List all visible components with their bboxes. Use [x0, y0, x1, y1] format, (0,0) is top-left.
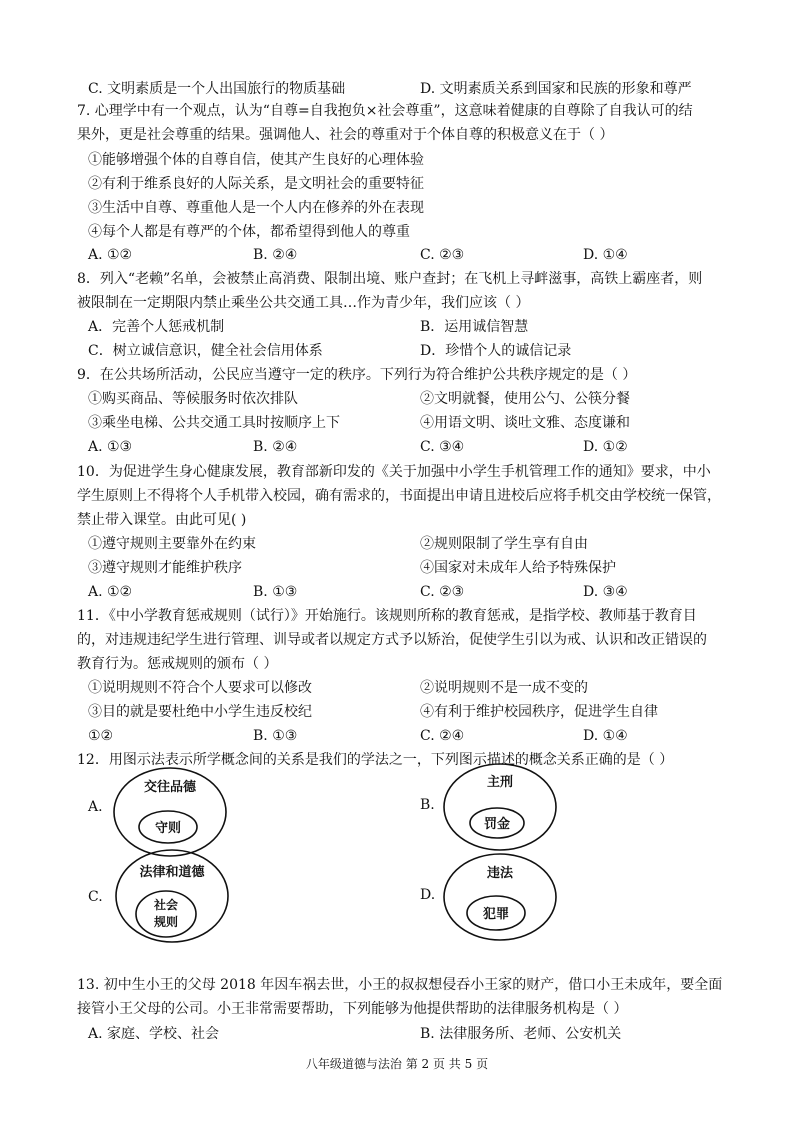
q7-stem-line-1: 7. 心理学中有一个观点，认为“自尊=自我抱负×社会尊重”，这意味着健康的自尊除了自我认可的结	[77, 103, 693, 119]
q7-option-c: C. ②③	[420, 247, 465, 263]
q9-option-d: D. ①②	[583, 439, 628, 455]
q12-b-outer-label: 主刑	[486, 775, 514, 790]
q7-option-a: A. ①②	[88, 247, 133, 263]
q9-statement-4: ④用语文明、谈吐文雅、态度谦和	[420, 415, 630, 431]
q10-stem-line-3: 禁止带入课堂。由此可见( )	[77, 512, 247, 528]
q12-c-outer-label: 法律和道德	[139, 865, 205, 880]
q11-stem-line-1: 11．《中小学教育惩戒规则（试行）》开始施行。该规则所称的教育惩戒，是指学校、教师基于教育目	[77, 608, 697, 624]
q8-option-a: A．完善个人惩戒机制	[88, 319, 225, 335]
q11-option-c: C. ②④	[420, 728, 465, 744]
q11-statement-3: ③目的就是要杜绝中小学生违反校纪	[88, 704, 312, 720]
q12-b-inner-label: 罚金	[483, 817, 511, 832]
q8-option-b: B．运用诚信智慧	[420, 319, 529, 335]
q8-option-d: D．珍惜个人的诚信记录	[420, 343, 572, 359]
page-footer: 八年级道德与法治 第 2 页 共 5 页	[305, 1057, 489, 1071]
q12-diagram-c	[112, 846, 232, 946]
q7-option-d: D. ①④	[583, 247, 628, 263]
q13-stem-line-2: 接管小王父母的公司。小王非常需要帮助，下列能够为他提供帮助的法律服务机构是（ ）	[77, 1001, 628, 1017]
q12-diagram-b	[440, 760, 560, 854]
q10-statement-1: ①遵守规则主要靠外在约束	[88, 536, 256, 552]
q12-a-inner-label: 守则	[154, 821, 182, 836]
q9-option-c: C. ③④	[420, 439, 465, 455]
q9-statement-1: ①购买商品、等候服务时依次排队	[88, 391, 298, 407]
q13-stem-line-1: 13. 初中生小王的父母 2018 年因车祸去世，小王的叔叔想侵吞小王家的财产，借口小王未成年，要全面	[77, 977, 723, 993]
q10-option-a: A. ①②	[88, 584, 133, 600]
q8-option-c: C．树立诚信意识，健全社会信用体系	[88, 343, 323, 359]
q6-option-c: C. 文明素质是一个人出国旅行的物质基础	[88, 81, 346, 97]
q12-diagram-d	[440, 850, 560, 944]
q10-stem-line-2: 学生原则上不得将个人手机带入校园，确有需求的，书面提出申请且进校后应将手机交由学校统一保管，	[77, 488, 721, 504]
q8-stem-line-1: 8．列入“老赖”名单，会被禁止高消费、限制出境、账户查封；在飞机上寻衅滋事，高铁上霸座者，则	[77, 271, 703, 287]
q9-option-a: A. ①③	[88, 439, 133, 455]
q9-statement-2: ②文明就餐，使用公勺、公筷分餐	[420, 391, 630, 407]
q7-statement-4: ④每个人都是有尊严的个体，都希望得到他人的尊重	[88, 224, 410, 240]
q7-stem-line-2: 果外，更是社会尊重的结果。强调他人、社会的尊重对于个体自尊的积极意义在于（ ）	[77, 127, 614, 143]
q10-statement-4: ④国家对未成年人给予特殊保护	[420, 560, 616, 576]
q11-stem-line-2: 的，对违规违纪学生进行管理、训导或者以规定方式予以矫治，促使学生引以为戒、认识和改正错误的	[77, 632, 707, 648]
q11-statement-4: ④有利于维护校园秩序，促进学生自律	[420, 704, 658, 720]
q12-option-b-letter: B.	[420, 797, 435, 813]
q10-statement-3: ③遵守规则才能维护秩序	[88, 560, 242, 576]
q12-a-outer-label: 交往品德	[143, 780, 197, 795]
q12-d-outer-label: 违法	[486, 866, 514, 881]
q12-stem: 12．用图示法表示所学概念间的关系是我们的学法之一，下列图示描述的概念关系正确的是（ ）	[77, 752, 674, 768]
q10-option-b: B. ①③	[253, 584, 298, 600]
q12-option-d-letter: D.	[420, 887, 436, 903]
q8-stem-line-2: 被限制在一定期限内禁止乘坐公共交通工具…作为青少年，我们应该（ ）	[77, 295, 530, 311]
q7-statement-1: ①能够增强个体的自尊自信，使其产生良好的心理体验	[88, 152, 424, 168]
q7-statement-3: ③生活中自尊、尊重他人是一个人内在修养的外在表现	[88, 200, 424, 216]
q12-option-a-letter: A.	[88, 799, 103, 815]
q11-stem-line-3: 教育行为。惩戒规则的颁布（ ）	[77, 656, 278, 672]
q12-c-inner-label-1: 社会	[153, 898, 179, 912]
q12-d-inner-label: 犯罪	[482, 907, 510, 922]
q9-option-b: B. ②④	[253, 439, 298, 455]
q7-statement-2: ②有利于维系良好的人际关系，是文明社会的重要特征	[88, 176, 424, 192]
q10-option-d: D. ③④	[583, 584, 628, 600]
q11-option-a: ①②	[88, 728, 114, 744]
q11-option-b: B. ①③	[253, 728, 298, 744]
q10-statement-2: ②规则限制了学生享有自由	[420, 536, 588, 552]
q11-statement-1: ①说明规则不符合个人要求可以修改	[88, 680, 312, 696]
q7-option-b: B. ②④	[253, 247, 298, 263]
q11-option-d: D. ①④	[583, 728, 628, 744]
q12-c-inner-label-2: 规则	[153, 915, 179, 929]
q6-option-d: D. 文明素质关系到国家和民族的形象和尊严	[420, 81, 692, 97]
q9-statement-3: ③乘坐电梯、公共交通工具时按顺序上下	[88, 415, 340, 431]
q13-option-a: A. 家庭、学校、社会	[88, 1026, 220, 1042]
q13-option-b: B. 法律服务所、老师、公安机关	[420, 1026, 622, 1042]
q10-option-c: C. ②③	[420, 584, 465, 600]
q12-option-c-letter: C.	[88, 889, 103, 905]
q9-stem: 9．在公共场所活动，公民应当遵守一定的秩序。下列行为符合维护公共秩序规定的是（ ）	[77, 367, 637, 383]
q11-statement-2: ②说明规则不是一成不变的	[420, 680, 588, 696]
q10-stem-line-1: 10．为促进学生身心健康发展，教育部新印发的《关于加强中小学生手机管理工作的通知》要求，中小	[77, 464, 711, 480]
